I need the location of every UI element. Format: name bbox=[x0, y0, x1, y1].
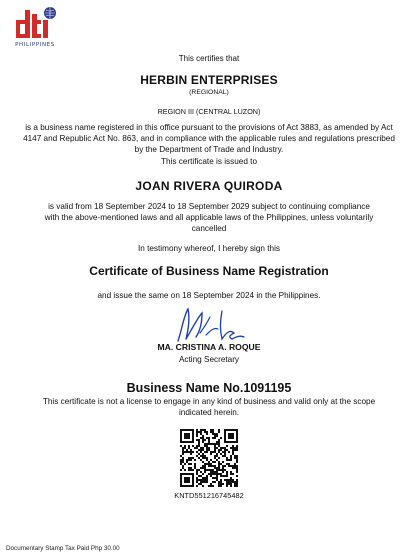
testimony-text: In testimony whereof, I hereby sign this bbox=[138, 244, 280, 253]
certificate-title: Certificate of Business Name Registration bbox=[89, 264, 329, 278]
signature-scribble bbox=[172, 305, 250, 345]
qr-code-graphic bbox=[180, 429, 238, 487]
qr-code[interactable] bbox=[180, 429, 238, 487]
owner-name: JOAN RIVERA QUIRODA bbox=[135, 179, 283, 193]
business-scope: (REGIONAL) bbox=[189, 89, 229, 96]
registration-paragraph bbox=[20, 122, 398, 167]
signature bbox=[172, 305, 250, 345]
signatory-title: Acting Secretary bbox=[178, 355, 240, 364]
region-text: REGION III (CENTRAL LUZON) bbox=[157, 107, 261, 116]
signatory-name: MA. CRISTINA A. ROQUE bbox=[157, 342, 261, 352]
validity-text: is valid from 18 September 2024 to 18 September 2029 subject to continuing compliance with the above-mentioned laws and all applicable laws of the Philippines, unless voluntarily cancelled bbox=[44, 202, 374, 234]
intro-text: This certifies that bbox=[178, 54, 240, 63]
qr-code-id: KNTD551216745482 bbox=[174, 491, 244, 500]
issued-to-text: This certificate is issued to bbox=[160, 156, 257, 166]
issue-text: and issue the same on 18 September 2024 in the Philippines. bbox=[97, 291, 321, 300]
business-name: HERBIN ENTERPRISES bbox=[140, 73, 278, 87]
logo-subtext: PHILIPPINES bbox=[15, 42, 55, 48]
dti-logo bbox=[12, 6, 62, 50]
disclaimer-text: This certificate is not a license to engage in any kind of business and valid only at the scope indicated herein. bbox=[42, 397, 376, 418]
registration-text: is a business name registered in this office pursuant to the provisions of Act 3883, as amended by Act 4147 and Republic Act No. 863, and in compliance with the applicable rules and regulations prescribed by the Department of Trade and Industry. bbox=[23, 123, 395, 155]
stamp-tax-text: Documentary Stamp Tax Paid Php 30.00 bbox=[6, 545, 120, 552]
business-number: Business Name No.1091195 bbox=[126, 381, 292, 395]
dti-logo-mark bbox=[12, 6, 62, 44]
